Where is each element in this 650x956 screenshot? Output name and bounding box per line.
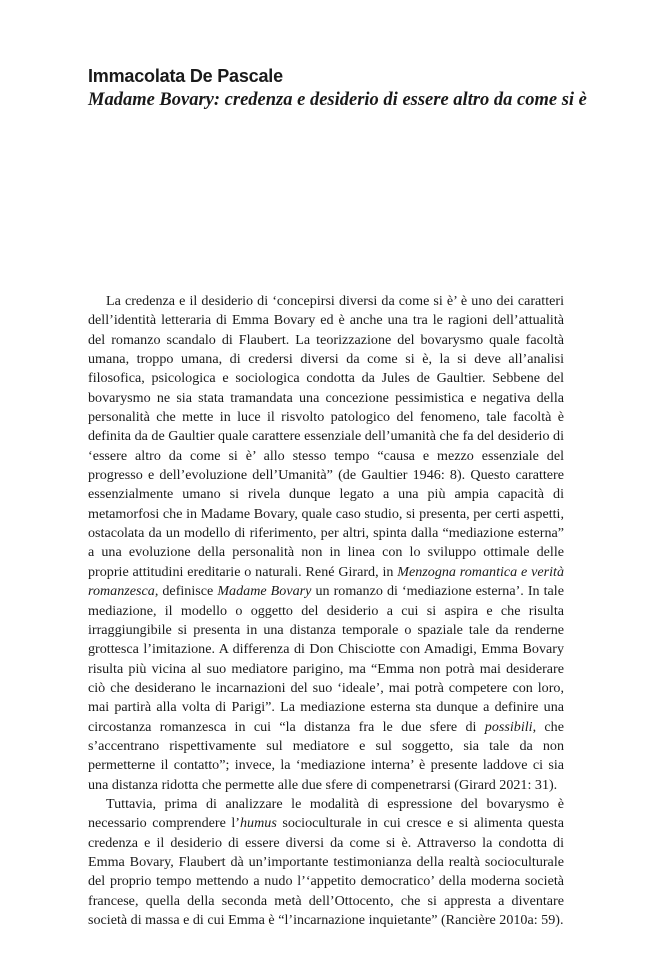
book-title-menzogna: Menzogna romantica e verità romanzesca <box>88 563 564 600</box>
term-humus: humus <box>240 815 277 832</box>
text-segment: un romanzo di ‘mediazione esterna’. In tale mediazione, il modello o oggetto del desiderio a cui si aspira e che risulta irraggiungibile si presenta in una distanza temporale o spaziale tale da renderne grottesca l’imitazione. A differenza di Don Chisciotte con Amadigi, Emma Bovary risulta più vicina al suo mediatore parigino, ma “Emma non potrà mai desiderare ciò che desiderano le incarnazioni del suo ‘ideale’, mai potrà competere con loro, mai partirà alla volta di Parigi”. La mediazione esterna sta dunque a definire una circostanza romanzesca in cui “la distanza fra le due sfere di <box>88 583 564 735</box>
term-possibili: possibili <box>484 718 533 735</box>
text-segment: La credenza e il desiderio di ‘concepirsi diversi da come si è’ è uno dei caratteri dell’identità letteraria di Emma Bovary ed è anche una tra le ragioni dell’attualità del romanzo scandalo di Flaubert. La teorizzazione del bovarysmo quale facoltà umana, troppo umana, di credersi diversi da come si è, la si deve all’analisi filosofica, psicologica e sociologica condotta da Jules de Gaultier. Sebbene del bovarysmo ne sia stata tramandata una concezione pessimistica e negativa della personalità che mette in luce il risvolto patologico del fenomeno, tale facoltà è definita da de Gaultier quale carattere essenziale dell’umanità che fa del desiderio di ‘essere altro da come si è’ allo stesso tempo “causa e mezzo essenziale del progresso e dell’evoluzione dell’Umanità” (de Gaultier 1946: 8). Questo carattere essenzialmente umano si rivela dunque legato a una più ampia capacità di metamorfosi che in Madame Bovary, quale caso studio, si presenta, per certi aspetti, ostacolata da un modello di riferimento, per altri, spinta dalla “mediazione esterna” a una evoluzione della personalità non in linea con lo sviluppo ottimale delle proprie attitudini ereditarie o naturali. René Girard, in <box>88 293 564 580</box>
body-text <box>88 292 564 930</box>
book-title-madame-bovary: Madame Bovary <box>217 583 312 600</box>
essay-title: Madame Bovary: credenza e desiderio di essere altro da come si è <box>88 90 587 110</box>
text-segment: socioculturale in cui cresce e si alimenta questa credenza e il desiderio di essere diversi da come si è. Attraverso la condotta di Emma Bovary, Flaubert dà un’importante testimonianza della realtà socioculturale del proprio tempo mettendo a nudo l’‘appetito democratico’ della moderna società francese, quella della seconda metà dell’Ottocento, che si appresta a diventare società di massa e di cui Emma è “l’incarnazione inquietante” (Rancière 2010a: 59). <box>88 815 564 928</box>
paragraph-1 <box>88 292 564 795</box>
paragraph-2 <box>88 795 564 930</box>
author-name: Immacolata De Pascale <box>88 66 283 86</box>
text-segment: , che s’accentrano rispettivamente sul mediatore e sul soggetto, sia tale da non permetterne il contatto”; invece, la ‘mediazione interna’ è presente laddove ci sia una distanza ridotta che permette alle due sfere di compenetrarsi (Girard 2021: 31). <box>88 718 564 793</box>
text-segment: , definisce <box>154 583 218 600</box>
text-segment: Tuttavia, prima di analizzare le modalità di espressione del bovarysmo è necessario comprendere l’ <box>88 795 564 832</box>
